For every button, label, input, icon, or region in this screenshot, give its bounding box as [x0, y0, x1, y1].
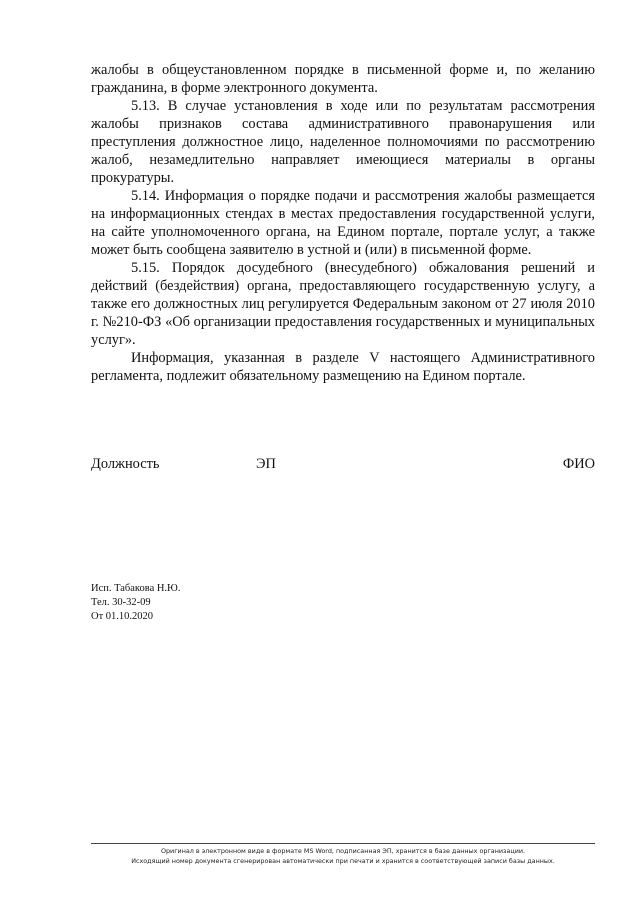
- footer-divider: [91, 843, 595, 844]
- executor-phone: Тел. 30-32-09: [91, 597, 151, 608]
- paragraph-continuation: жалобы в общеустановленном порядке в письменной форме и, по желанию гражданина, в форме электронного документа.: [91, 62, 595, 96]
- executor-block: [91, 582, 180, 624]
- paragraph-5-13: 5.13. В случае установления в ходе или по результатам рассмотрения жалобы признаков состава административного правонарушения или преступления должностное лицо, наделенное полномочиями по рассмотрению жалоб, незамедлительно направляет имеющиеся материалы в органы прокуратуры.: [91, 98, 595, 186]
- footer-note: [91, 846, 595, 866]
- paragraph-5-14: 5.14. Информация о порядке подачи и рассмотрения жалобы размещается на информационных стендах в местах предоставления государственной услуги, на сайте уполномоченного органа, на Едином портале, портале услуг, а также может быть сообщена заявителю в устной и (или) в письменной форме.: [91, 188, 595, 258]
- signature-ep-label: ЭП: [256, 456, 276, 472]
- footer-line-2: Исходящий номер документа сгенерирован автоматически при печати и хранится в соответствующей записи базы данных.: [131, 857, 555, 865]
- signature-fio-label: ФИО: [562, 456, 595, 472]
- paragraph-5-15: 5.15. Порядок досудебного (внесудебного) обжалования решений и действий (бездействия) органа, предоставляющего государственную услугу, а также его должностных лиц регулируется Федеральным законом от 27 июля 2010 г. №210-ФЗ «Об организации предоставления государственных и муниципальных услуг».: [91, 260, 595, 348]
- paragraph-section-v-info: Информация, указанная в разделе V настоящего Административного регламента, подлежит обязательному размещению на Едином портале.: [91, 350, 595, 384]
- footer-line-1: Оригинал в электронном виде в формате MS Word, подписанная ЭП, хранится в базе данных организации.: [160, 847, 526, 855]
- signature-row: [91, 455, 595, 473]
- signature-position-label: Должность: [91, 456, 160, 472]
- document-body: [91, 61, 595, 385]
- executor-date: От 01.10.2020: [91, 611, 154, 622]
- executor-name: Исп. Табакова Н.Ю.: [91, 583, 181, 594]
